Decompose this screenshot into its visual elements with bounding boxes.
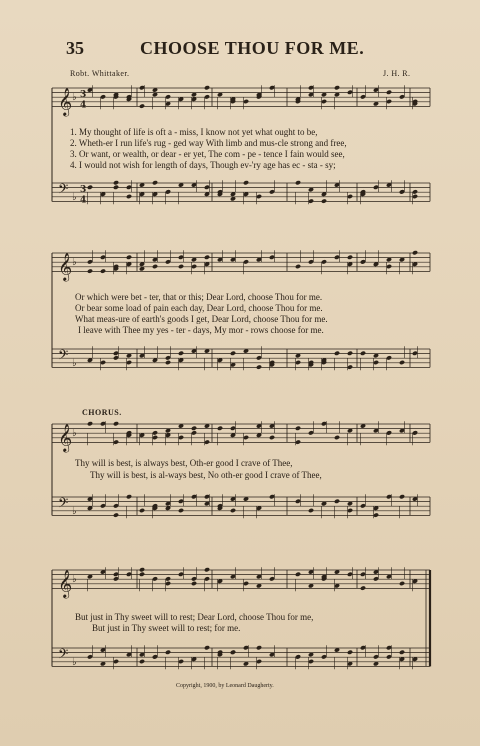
- note-head: [295, 180, 301, 185]
- note-head: [360, 585, 366, 590]
- note-head: [399, 650, 405, 655]
- note-head: [204, 255, 210, 260]
- note-head: [256, 364, 262, 369]
- treble-clef-icon: 𝄞: [58, 569, 73, 598]
- note-head: [113, 421, 119, 426]
- treble-clef-icon: 𝄞: [58, 423, 73, 452]
- bass-clef-icon: 𝄢: [58, 181, 69, 201]
- note-head: [126, 194, 132, 199]
- time-signature-top: 3: [80, 90, 87, 101]
- flat-icon: ♭: [72, 257, 77, 269]
- time-signature-bottom: 4: [80, 195, 87, 206]
- note-head: [360, 351, 366, 356]
- hymn-number: 35: [66, 38, 84, 58]
- flat-icon: ♭: [72, 574, 77, 586]
- note-head: [295, 426, 301, 431]
- note-head: [126, 494, 132, 499]
- note-head: [334, 435, 340, 440]
- copyright-notice: Copyright, 1900, by Leonard Daugherty.: [176, 683, 274, 689]
- note-head: [347, 255, 353, 260]
- note-head: [178, 264, 184, 269]
- time-signature-bottom: 4: [80, 100, 87, 111]
- note-head: [399, 360, 405, 365]
- flat-icon: ♭: [72, 92, 77, 104]
- words-credit: Robt. Whittaker.: [70, 69, 130, 78]
- note-head: [204, 567, 210, 572]
- note-head: [165, 650, 171, 655]
- note-head: [295, 572, 301, 577]
- music-credit: J. H. R.: [383, 69, 411, 78]
- bass-clef-icon: 𝄢: [58, 347, 69, 367]
- note-head: [139, 659, 145, 664]
- note-head: [269, 435, 275, 440]
- note-head: [152, 180, 158, 185]
- note-head: [139, 508, 145, 513]
- note-head: [334, 351, 340, 356]
- note-head: [87, 421, 93, 426]
- note-head: [191, 581, 197, 586]
- flat-icon: ♭: [72, 357, 77, 369]
- note-head: [204, 85, 210, 90]
- note-head: [139, 572, 145, 577]
- bass-clef-icon: 𝄢: [58, 646, 69, 666]
- chorus-label: CHORUS.: [82, 408, 122, 417]
- verse-line-3-1: 3. Or want, or wealth, or dear - er yet, The com - pe - tence I fain would see,: [70, 149, 345, 159]
- note-head: [308, 508, 314, 513]
- note-head: [334, 499, 340, 504]
- note-head: [230, 508, 236, 513]
- hymn-title: CHOOSE THOU FOR ME.: [140, 38, 365, 58]
- chorus-line-3: But just in Thy sweet will to rest; Dear Lord, choose Thou for me,: [75, 612, 314, 622]
- note-head: [87, 185, 93, 190]
- chorus-line-2: Thy will is best, is al-ways best, No oth-er good I crave of Thee,: [90, 470, 322, 480]
- flat-icon: ♭: [72, 428, 77, 440]
- verse-line-4-1: 4. I would not wish for length of days, Though ev-'ry age has ec - sta - sy;: [70, 160, 336, 170]
- note-head: [217, 426, 223, 431]
- verse-line-1-2: Or which were bet - ter, that or this; Dear Lord, choose Thou for me.: [75, 292, 323, 302]
- note-head: [412, 250, 418, 255]
- note-head: [321, 198, 327, 203]
- time-signature-top: 3: [80, 185, 87, 196]
- note-head: [191, 426, 197, 431]
- treble-clef-icon: 𝄞: [58, 87, 73, 116]
- flat-icon: ♭: [72, 505, 77, 517]
- chorus-line-4: But just in Thy sweet will to rest; for me.: [92, 623, 241, 633]
- chorus-line-1: Thy will is best, is always best, Oth-er good I crave of Thee,: [75, 458, 293, 468]
- verse-line-1-1: 1. My thought of life is oft a - miss, I know not yet what ought to be,: [70, 127, 318, 137]
- note-head: [230, 650, 236, 655]
- note-head: [178, 351, 184, 356]
- note-head: [204, 645, 210, 650]
- note-head: [230, 351, 236, 356]
- note-head: [399, 494, 405, 499]
- flat-icon: ♭: [72, 191, 77, 203]
- note-head: [256, 645, 262, 650]
- note-head: [178, 508, 184, 513]
- treble-clef-icon: 𝄞: [58, 252, 73, 281]
- verse-line-2-2: Or bear some load of pain each day, Dear Lord, choose Thou for me.: [75, 303, 323, 313]
- note-head: [100, 268, 106, 273]
- note-head: [152, 264, 158, 269]
- note-head: [126, 255, 132, 260]
- bass-clef-icon: 𝄢: [58, 495, 69, 515]
- note-head: [139, 567, 145, 572]
- note-head: [399, 581, 405, 586]
- note-head: [113, 180, 119, 185]
- note-head: [334, 85, 340, 90]
- note-head: [243, 180, 249, 185]
- note-head: [113, 185, 119, 190]
- note-head: [347, 351, 353, 356]
- note-head: [295, 264, 301, 269]
- verse-line-3-2: What meas-ure of earth's goods I get, Dear Lord, choose Thou for me.: [75, 314, 328, 324]
- verse-line-4-2: I leave with Thee my yes - ter - days, My mor - rows choose for me.: [78, 325, 324, 335]
- note-head: [87, 268, 93, 273]
- flat-icon: ♭: [72, 656, 77, 668]
- note-head: [139, 103, 145, 108]
- note-head: [113, 512, 119, 517]
- note-head: [386, 90, 392, 95]
- note-head: [165, 360, 171, 365]
- note-head: [347, 650, 353, 655]
- verse-line-2-1: 2. Wheth-er I run life's rug - ged way With limb and mus-cle strong and free,: [70, 138, 347, 148]
